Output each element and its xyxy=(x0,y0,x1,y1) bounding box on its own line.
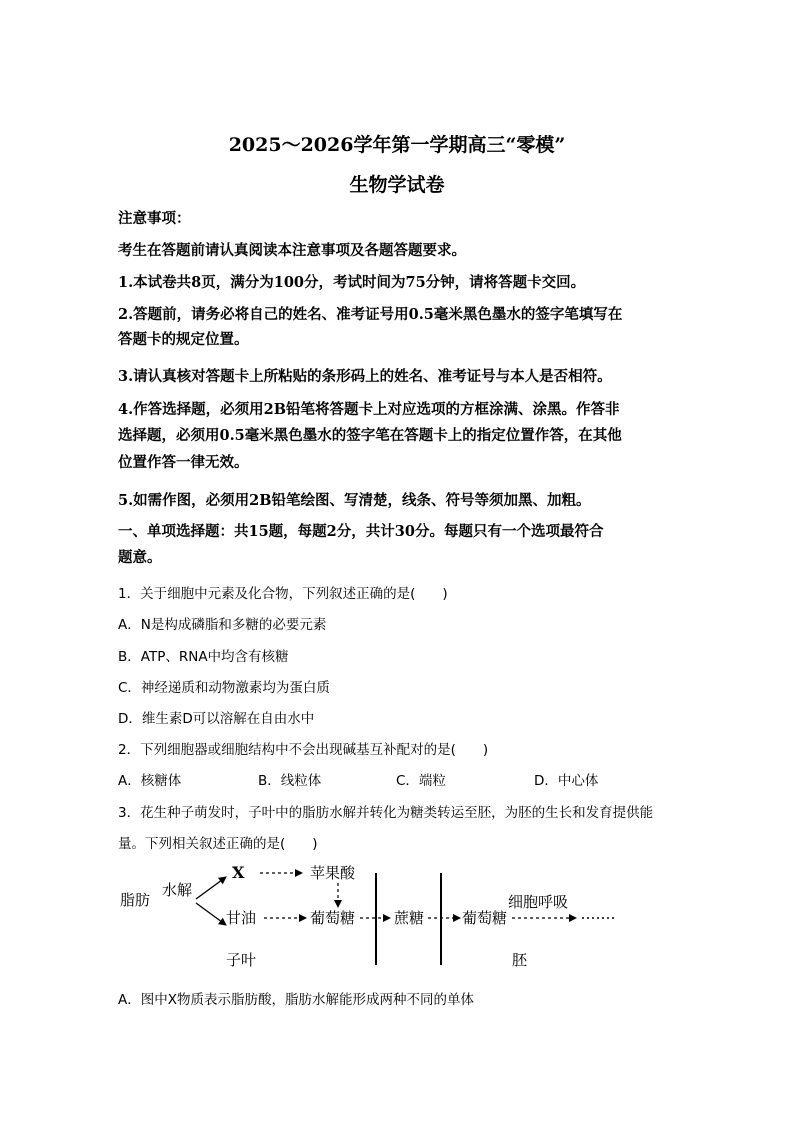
note-item-5: 5.如需作图，必须用2B铅笔绘图、写清楚，线条、符号等须加黑、加粗。 xyxy=(118,492,591,509)
note-item-4-line-3: 位置作答一律无效。 xyxy=(118,454,249,471)
label-glucose-cotyledon: 葡萄糖 xyxy=(310,909,356,927)
exam-subtitle: 生物学试卷 xyxy=(349,174,445,196)
q1-option-d: D．维生素D可以溶解在自由水中 xyxy=(118,711,315,727)
label-respiration: 细胞呼吸 xyxy=(508,893,569,911)
label-hydrolysis: 水解 xyxy=(162,881,193,899)
q3-option-a: A．图中X物质表示脂肪酸，脂肪水解能形成两种不同的单体 xyxy=(118,992,474,1008)
q1-option-c: C．神经递质和动物激素均为蛋白质 xyxy=(118,680,330,696)
q1-option-a: A．N是构成磷脂和多糖的必要元素 xyxy=(118,617,327,633)
exam-title: 2025～2026学年第一学期高三“零模” xyxy=(228,134,566,156)
notes-intro: 考生在答题前请认真阅读本注意事项及各题答题要求。 xyxy=(118,242,466,259)
notes-heading: 注意事项： xyxy=(118,210,191,227)
note-item-4-line-2: 选择题，必须用0.5毫米黑色墨水的签字笔在答题卡上的指定位置作答，在其他 xyxy=(118,427,622,444)
q3-stem-line-2: 量。下列相关叙述正确的是( ) xyxy=(118,836,318,852)
q3-stem-line-1: 3．花生种子萌发时，子叶中的脂肪水解并转化为糖类转运至胚，为胚的生长和发育提供能 xyxy=(118,805,654,821)
q2-option-a: A．核糖体 xyxy=(118,773,182,789)
label-glycerol: 甘油 xyxy=(226,909,257,927)
q2-option-b: B．线粒体 xyxy=(258,773,322,789)
label-embryo: 胚 xyxy=(512,951,528,969)
note-item-1: 1.本试卷共8页，满分为100分，考试时间为75分钟，请将答题卡交回。 xyxy=(118,274,586,291)
label-glucose-embryo: 葡萄糖 xyxy=(462,909,508,927)
label-x: X xyxy=(232,863,245,882)
q1-stem: 1．关于细胞中元素及化合物，下列叙述正确的是( ) xyxy=(118,586,448,602)
section-heading-line-1: 一、单项选择题：共15题，每题2分，共计30分。每题只有一个选项最符合 xyxy=(118,523,604,540)
label-cotyledon: 子叶 xyxy=(226,951,257,969)
note-item-2-line-1: 2.答题前，请务必将自己的姓名、准考证号用0.5毫米黑色墨水的签字笔填写在 xyxy=(118,306,623,323)
label-fat: 脂肪 xyxy=(120,891,151,909)
arrow-fat-to-x xyxy=(196,877,226,899)
note-item-3: 3.请认真核对答题卡上所粘贴的条形码上的姓名、准考证号与本人是否相符。 xyxy=(118,368,612,385)
label-sucrose: 蔗糖 xyxy=(394,909,425,927)
q2-option-c: C．端粒 xyxy=(396,773,446,789)
section-heading-line-2: 题意。 xyxy=(118,549,162,566)
q1-option-b: B．ATP、RNA中均含有核糖 xyxy=(118,649,289,665)
arrow-fat-to-glycerol xyxy=(196,903,226,925)
q2-stem: 2．下列细胞器或细胞结构中不会出现碱基互补配对的是( ) xyxy=(118,742,489,758)
q2-option-d: D．中心体 xyxy=(534,773,599,789)
note-item-2-line-2: 答题卡的规定位置。 xyxy=(118,331,249,348)
note-item-4-line-1: 4.作答选择题，必须用2B铅笔将答题卡上对应选项的方框涂满、涂黑。作答非 xyxy=(118,401,620,418)
fat-conversion-diagram xyxy=(110,855,630,975)
label-malic-acid: 苹果酸 xyxy=(310,864,356,882)
q2-options xyxy=(118,769,678,789)
